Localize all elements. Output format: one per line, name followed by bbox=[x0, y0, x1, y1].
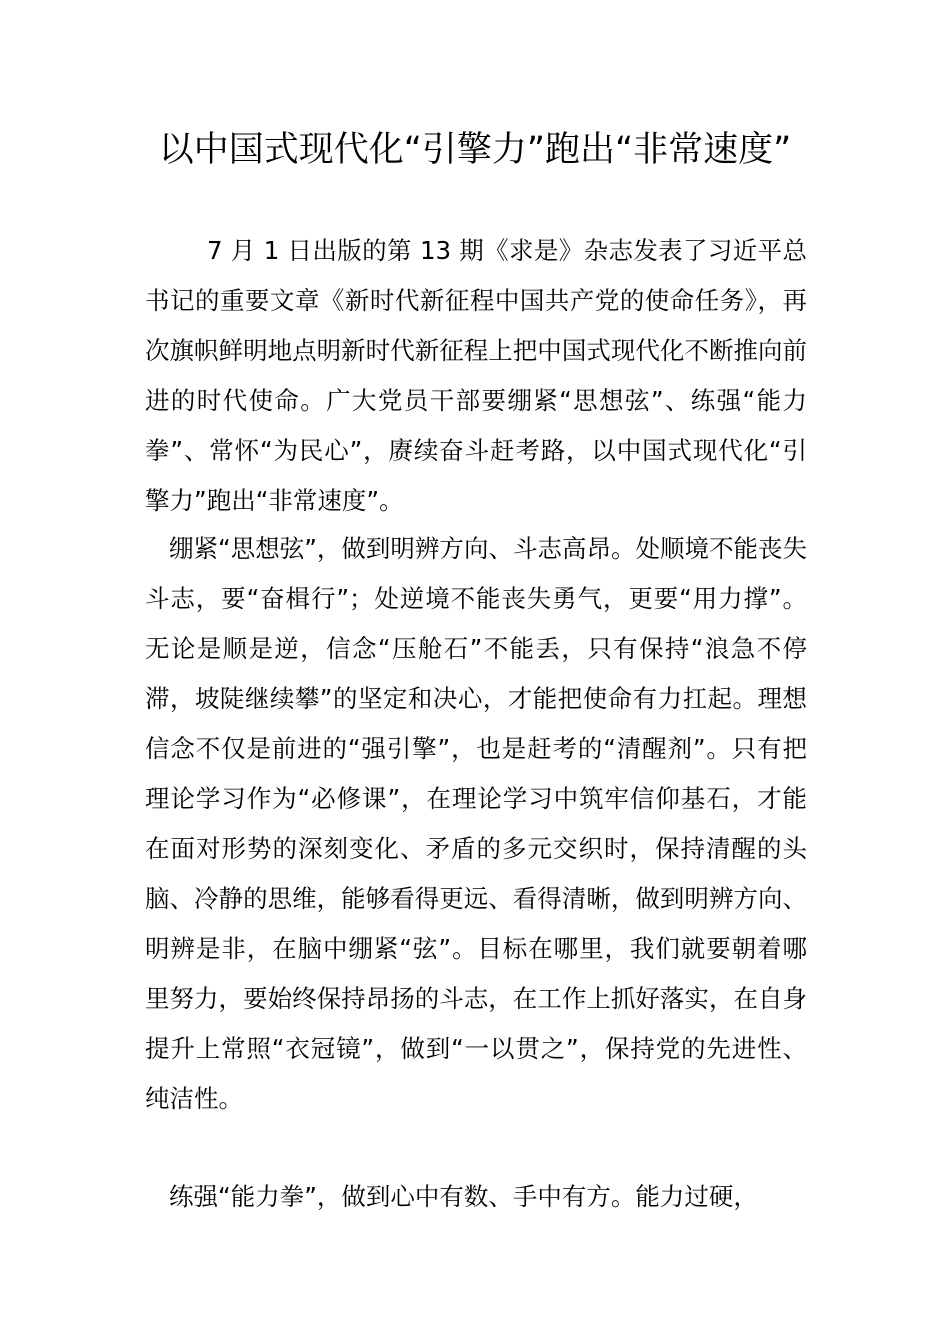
paragraph-thought: 绷紧“思想弦”，做到明辨方向、斗志高昂。处顺境不能丧失斗志，要“奋楫行”；处逆境不能丧失勇气，更要“用力撑”。无论是顺是逆，信念“压舱石”不能丢，只有保持“浪急不停滞，坡陡继续攀”的坚定和决心，才能把使命有力扛起。理想信念不仅是前进的“强引擎”，也是赶考的“清醒剂”。只有把理论学习作为“必修课”，在理论学习中筑牢信仰基石，才能在面对形势的深刻变化、矛盾的多元交织时，保持清醒的头脑、冷静的思维，能够看得更远、看得清晰，做到明辨方向、明辨是非，在脑中绷紧“弦”。目标在哪里，我们就要朝着哪里努力，要始终保持昂扬的斗志，在工作上抓好落实，在自身提升上常照“衣冠镜”，做到“一以贯之”，保持党的先进性、纯洁性。 bbox=[145, 534, 807, 1113]
paragraph-ability: 练强“能力拳”，做到心中有数、手中有方。能力过硬， bbox=[169, 1182, 758, 1211]
document-title: 以中国式现代化“引擎力”跑出“非常速度” bbox=[158, 130, 792, 170]
paragraph-intro: 7 月 1 日出版的第 13 期《求是》杂志发表了习近平总书记的重要文章《新时代新征程中国共产党的使命任务》，再次旗帜鲜明地点明新时代新征程上把中国式现代化不断推向前进的时代使命。广大党员干部要绷紧“思想弦”、练强“能力拳”、常怀“为民心”，赓续奋斗赶考路，以中国式现代化“引擎力”跑出“非常速度”。 bbox=[145, 236, 807, 515]
